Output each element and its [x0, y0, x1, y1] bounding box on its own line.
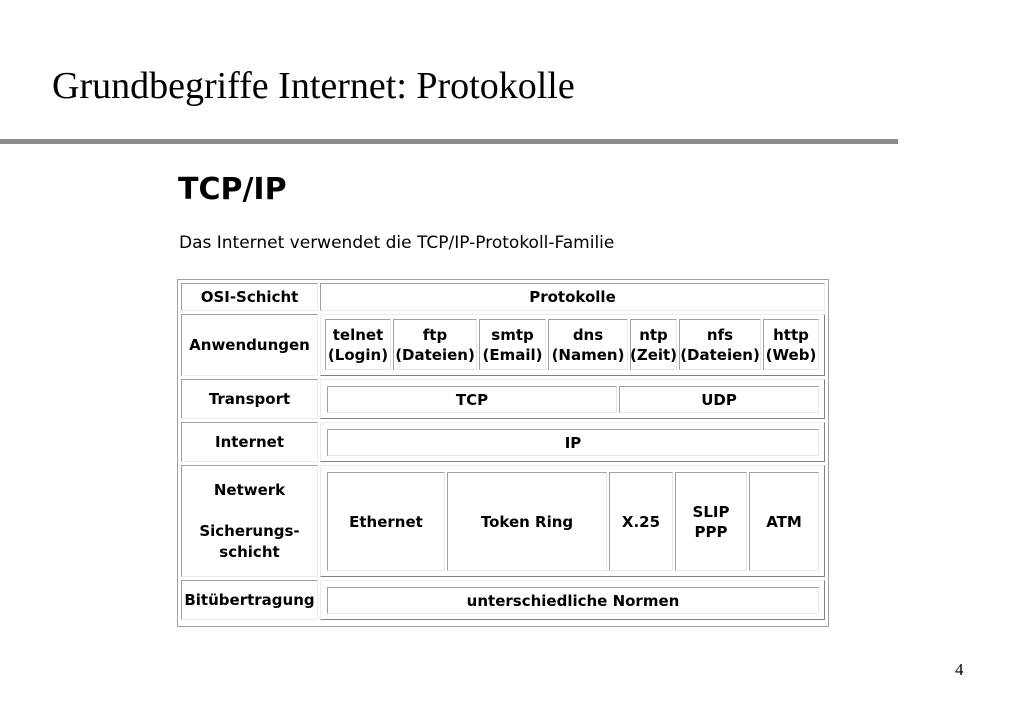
protocol-table — [177, 279, 829, 627]
protocol-box-ethernet — [327, 472, 445, 571]
protocol-desc: (Web) — [765, 345, 817, 364]
protocols-cell-physical — [320, 580, 825, 620]
layer-cell-network — [181, 465, 318, 577]
figure-heading: TCP/IP — [178, 172, 287, 207]
protocol-box-slip-ppp — [675, 472, 747, 571]
layer-label-network: Netwerk — [213, 480, 286, 499]
layer-label-physical: Bitübertragung — [184, 591, 315, 609]
protocol-desc: (Login) — [327, 345, 389, 364]
layer-cell-transport — [181, 379, 318, 419]
page-number: 4 — [955, 660, 964, 679]
protocol-desc: (Zeit) — [629, 345, 678, 364]
protocol-box — [479, 319, 546, 370]
title-divider — [0, 139, 898, 144]
protocol-box-udp — [619, 386, 819, 413]
protocol-box — [679, 319, 761, 370]
protocol-name: ftp — [422, 325, 448, 344]
protocol-name-slip: SLIP — [692, 502, 730, 521]
header-protocols-label: Protokolle — [529, 288, 616, 306]
slide-title: Grundbegriffe Internet: Protokolle — [52, 65, 575, 107]
protocol-box-x25 — [609, 472, 673, 571]
protocol-name: IP — [564, 433, 582, 452]
protocol-desc: (Namen) — [551, 345, 625, 364]
protocol-box-ip — [327, 429, 819, 456]
layer-label-application: Anwendungen — [189, 336, 310, 354]
header-layer-label: OSI-Schicht — [200, 288, 299, 306]
protocols-cell-network — [320, 465, 825, 577]
layer-cell-internet — [181, 422, 318, 462]
header-protocols-cell — [320, 283, 825, 311]
protocol-name: TCP — [455, 390, 489, 409]
protocol-name: http — [773, 325, 809, 344]
protocol-name: dns — [572, 325, 604, 344]
protocol-name: ntp — [639, 325, 668, 344]
protocol-box — [630, 319, 677, 370]
layer-label-internet: Internet — [214, 433, 285, 451]
protocol-name: X.25 — [621, 512, 661, 531]
layer-cell-physical — [181, 580, 318, 620]
protocol-box — [325, 319, 391, 370]
protocol-desc: (Dateien) — [680, 345, 760, 364]
protocol-box-tcp — [327, 386, 617, 413]
protocol-box-norms — [327, 587, 819, 614]
protocol-desc: (Dateien) — [395, 345, 475, 364]
protocol-name: Ethernet — [349, 512, 423, 531]
layer-cell-application — [181, 314, 318, 376]
header-layer-cell — [181, 283, 318, 311]
protocol-box-token-ring — [447, 472, 607, 571]
protocol-box-atm — [749, 472, 819, 571]
protocol-box — [393, 319, 477, 370]
protocol-name-ppp: PPP — [694, 522, 728, 541]
protocol-name: ATM — [766, 512, 802, 531]
layer-label-link-1: Sicherungs- — [199, 521, 300, 540]
protocol-name: telnet — [332, 325, 384, 344]
protocols-cell-application — [320, 314, 825, 376]
protocol-name: nfs — [706, 325, 734, 344]
protocol-box — [763, 319, 819, 370]
protocol-name: Token Ring — [480, 512, 574, 531]
layer-label-transport: Transport — [208, 390, 291, 408]
protocol-name: unterschiedliche Normen — [466, 591, 680, 610]
protocol-box — [548, 319, 628, 370]
protocol-name: UDP — [701, 390, 737, 409]
layer-label-link-2: schicht — [219, 542, 280, 561]
protocols-cell-transport — [320, 379, 825, 419]
figure-subtitle: Das Internet verwendet die TCP/IP-Protokoll-Familie — [179, 233, 615, 253]
protocol-desc: (Email) — [482, 345, 543, 364]
protocols-cell-internet — [320, 422, 825, 462]
protocol-name: smtp — [491, 325, 534, 344]
